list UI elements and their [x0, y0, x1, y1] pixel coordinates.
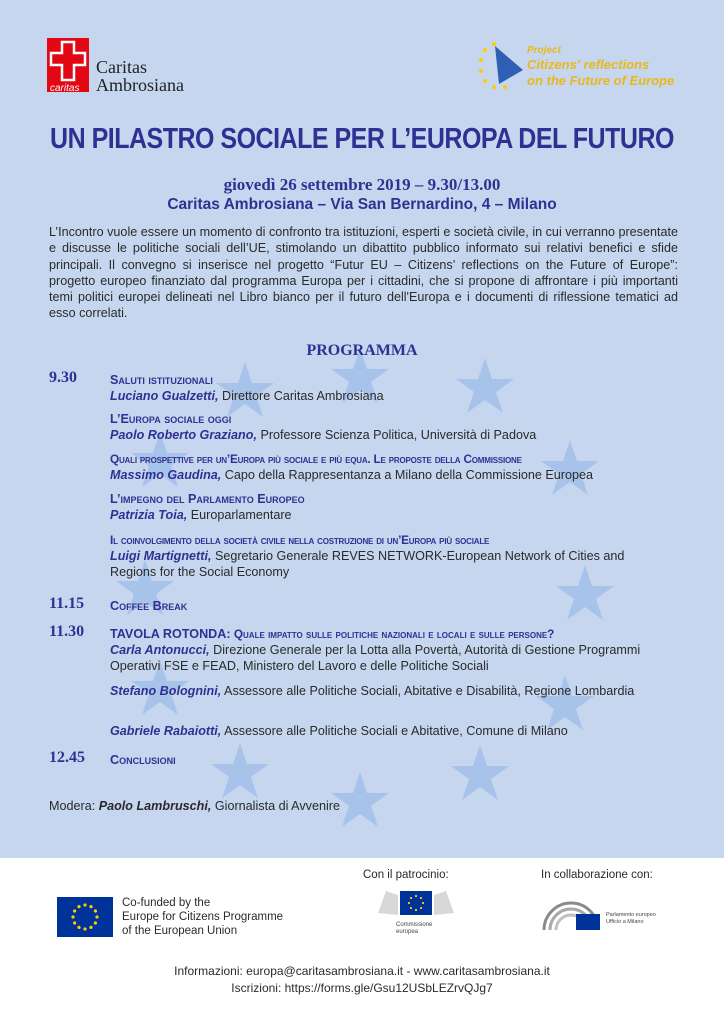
- speaker-name: Paolo Roberto Graziano,: [110, 428, 257, 442]
- conclusions: Conclusioni: [110, 753, 176, 767]
- time-slot: 11.30: [49, 623, 85, 640]
- intro-paragraph: L’Incontro vuole essere un momento di confronto tra istituzioni, esperti e società civile, in cui verranno presentate e discusse le politiche sociali dell’UE, stimolando un dibattito pubblico informato sui relativi benefici e sfide principali. Il convegno si inserisce nel progetto “Futur EU – Citizens’ reflections on the Future of Europe”: progetto europeo finanziato dal programma Europa per i cittadini, che si propone di affrontare i più importanti temi politici europei delineati nel Libro bianco per il futuro dell'Europa e i documenti di riflessione tematici ad esso correlati.: [49, 225, 678, 321]
- patrocinio-label: Con il patrocinio:: [363, 869, 449, 881]
- speaker-line: [110, 642, 670, 674]
- round-table-topic: Quale impatto sulle politiche nazionali e locali e sulle persone?: [230, 627, 555, 641]
- time-slot: 9.30: [49, 369, 77, 386]
- project-title-line1: Citizens' reflections: [527, 57, 650, 72]
- program-item: [110, 683, 670, 699]
- eu-flag-icon: [57, 897, 113, 937]
- speaker-line: [110, 427, 670, 443]
- caritas-logo-word: caritas: [50, 83, 80, 94]
- round-table-label: TAVOLA ROTONDA:: [110, 627, 231, 641]
- page-title: UN PILASTRO SOCIALE PER L’EUROPA DEL FUTURO: [50, 122, 674, 156]
- event-venue: Caritas Ambrosiana – Via San Bernardino, 4 – Milano: [167, 196, 557, 213]
- project-title-line2: on the Future of Europe: [527, 73, 675, 88]
- parliament-hemicycle-icon: [540, 900, 602, 934]
- caritas-name-line2: Ambrosiana: [96, 75, 184, 95]
- caritas-name-line1: Caritas: [96, 57, 147, 77]
- session-title: L’impegno del Parlamento Europeo: [110, 492, 305, 506]
- parliament-logo: [540, 900, 680, 940]
- program-item: [110, 723, 670, 739]
- speaker-line: [110, 548, 670, 580]
- speaker-role: Europarlamentare: [187, 508, 292, 522]
- moderator-role: Giornalista di Avvenire: [211, 799, 340, 813]
- program-item: [110, 372, 670, 404]
- moderator-line: [49, 799, 340, 813]
- parliament-label-line2: Ufficio a Milano: [606, 919, 644, 925]
- cofunded-line3: of the European Union: [122, 925, 238, 937]
- project-label: Project: [527, 45, 561, 56]
- speaker-line: [110, 507, 670, 523]
- speaker-line: [110, 723, 670, 739]
- speaker-role: Capo della Rappresentanza a Milano della Commissione Europea: [221, 468, 594, 482]
- speaker-line: [110, 388, 670, 404]
- session-title: L’Europa sociale oggi: [110, 412, 232, 426]
- speaker-role: Assessore alle Politiche Sociali e Abitative, Comune di Milano: [221, 724, 568, 738]
- caritas-cross-icon: [47, 38, 89, 82]
- speaker-role: Direzione Generale per la Lotta alla Povertà, Autorità di Gestione Programmi Operativi FSE e FEAD, Ministero del Lavoro e delle Politiche Sociali: [110, 643, 641, 673]
- speaker-role: Professore Scienza Politica, Università di Padova: [256, 428, 537, 442]
- program-item: [110, 491, 670, 523]
- collaborazione-label: In collaborazione con:: [541, 869, 653, 881]
- registration-line: Iscrizioni: https://forms.gle/Gsu12USbLEZrvQJg7: [231, 981, 493, 995]
- commission-logo: [376, 885, 456, 945]
- programma-heading: PROGRAMMA: [306, 342, 418, 359]
- moderator-label: Modera:: [49, 799, 99, 813]
- speaker-name: Gabriele Rabaiotti,: [110, 724, 222, 738]
- cofunded-line2: Europe for Citizens Programme: [122, 911, 284, 923]
- moderator-name: Paolo Lambruschi,: [98, 799, 212, 813]
- speaker-name: Luigi Martignetti,: [110, 549, 212, 563]
- parliament-label-line1: Parlamento europeo: [606, 912, 656, 918]
- speaker-line: [110, 683, 670, 699]
- speaker-name: Carla Antonucci,: [110, 643, 210, 657]
- round-table-title: [110, 626, 670, 642]
- time-slot: 11.15: [49, 595, 85, 612]
- program-item: [110, 411, 670, 443]
- commission-label-line2: europea: [396, 929, 419, 935]
- speaker-role: Segretario Generale REVES NETWORK-European Network of Cities and Regions for the Social Economy: [110, 549, 625, 579]
- event-date: giovedì 26 settembre 2019 – 9.30/13.00: [223, 175, 501, 194]
- commission-label-line1: Commissione: [396, 922, 433, 928]
- program-item: [110, 532, 670, 580]
- speaker-role: Assessore alle Politiche Sociali, Abitative e Disabilità, Regione Lombardia: [221, 684, 635, 698]
- info-line: Informazioni: europa@caritasambrosiana.it - www.caritasambrosiana.it: [174, 964, 550, 978]
- speaker-name: Patrizia Toia,: [110, 508, 188, 522]
- session-title: Il coinvolgimento della società civile nella costruzione di un’Europa più sociale: [110, 533, 490, 547]
- project-stars-icon: [475, 40, 527, 92]
- speaker-name: Luciano Gualzetti,: [110, 389, 219, 403]
- session-title: Quali prospettive per un’Europa più sociale e più equa. Le proposte della Commissione: [110, 452, 522, 466]
- time-slot: 12.45: [49, 749, 85, 766]
- cofunded-text: [122, 896, 283, 938]
- coffee-break: Coffee Break: [110, 599, 188, 613]
- speaker-name: Massimo Gaudina,: [110, 468, 222, 482]
- cofunded-line1: Co-funded by the: [122, 897, 211, 909]
- commission-building-icon: [376, 885, 456, 919]
- round-table: [110, 626, 670, 674]
- speaker-name: Stefano Bolognini,: [110, 684, 222, 698]
- speaker-line: [110, 467, 670, 483]
- session-title: Saluti istituzionali: [110, 373, 213, 387]
- speaker-role: Direttore Caritas Ambrosiana: [218, 389, 384, 403]
- program-item: [110, 451, 670, 483]
